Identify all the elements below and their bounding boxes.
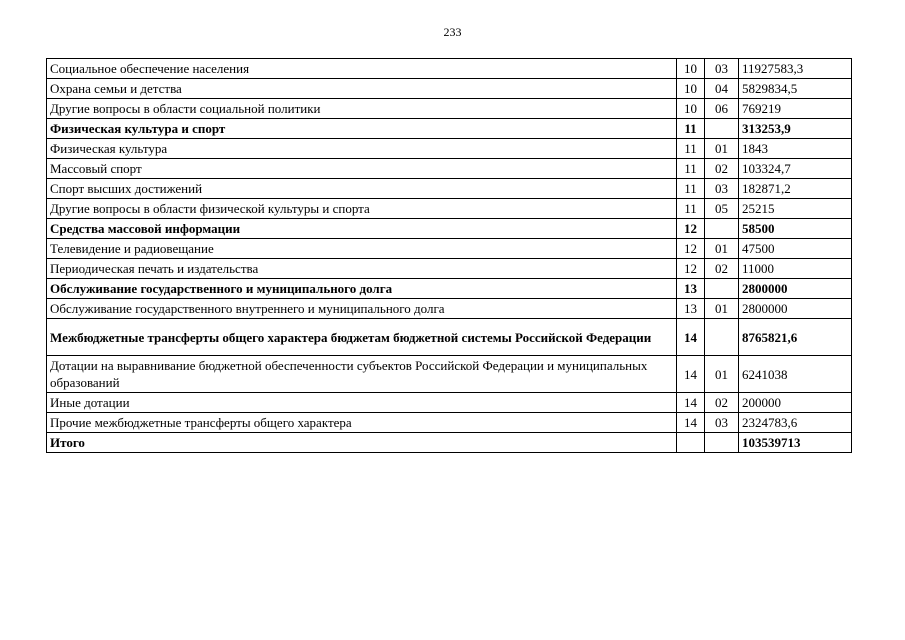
row-subsection: [705, 433, 739, 453]
row-subsection: 01: [705, 139, 739, 159]
row-section: 14: [677, 356, 705, 393]
table-row-total: [47, 433, 852, 453]
row-section: [677, 433, 705, 453]
row-subsection: 06: [705, 99, 739, 119]
row-name: Телевидение и радиовещание: [47, 239, 677, 259]
row-section: 11: [677, 179, 705, 199]
table-row: [47, 79, 852, 99]
row-subsection: 05: [705, 199, 739, 219]
row-amount: 103324,7: [739, 159, 852, 179]
row-subsection: 01: [705, 239, 739, 259]
row-section: 10: [677, 99, 705, 119]
table-row: [47, 99, 852, 119]
row-section: 11: [677, 159, 705, 179]
row-section: 14: [677, 393, 705, 413]
row-section: 11: [677, 139, 705, 159]
table-row: [47, 393, 852, 413]
row-subsection: 03: [705, 413, 739, 433]
table-row: [47, 356, 852, 393]
row-amount: 5829834,5: [739, 79, 852, 99]
row-name: Прочие межбюджетные трансферты общего характера: [47, 413, 677, 433]
table-row: [47, 199, 852, 219]
row-name: Массовый спорт: [47, 159, 677, 179]
row-amount: 25215: [739, 199, 852, 219]
row-subsection: 03: [705, 59, 739, 79]
row-section: 14: [677, 413, 705, 433]
row-subsection: 01: [705, 356, 739, 393]
table-row-section-header: [47, 319, 852, 356]
row-name: Периодическая печать и издательства: [47, 259, 677, 279]
row-amount: 11000: [739, 259, 852, 279]
row-section: 10: [677, 59, 705, 79]
row-amount: 58500: [739, 219, 852, 239]
row-subsection: 03: [705, 179, 739, 199]
table-row-section-header: [47, 279, 852, 299]
row-section: 11: [677, 119, 705, 139]
row-name: Другие вопросы в области физической культуры и спорта: [47, 199, 677, 219]
table-row-section-header: [47, 119, 852, 139]
budget-table-body: [47, 59, 852, 453]
row-amount: 8765821,6: [739, 319, 852, 356]
row-amount: 200000: [739, 393, 852, 413]
row-section: 11: [677, 199, 705, 219]
budget-table: [46, 58, 852, 453]
row-name: Спорт высших достижений: [47, 179, 677, 199]
row-name: Итого: [47, 433, 677, 453]
table-row: [47, 413, 852, 433]
row-amount: 182871,2: [739, 179, 852, 199]
row-amount: 2800000: [739, 299, 852, 319]
row-amount: 2800000: [739, 279, 852, 299]
table-row: [47, 59, 852, 79]
row-section: 12: [677, 239, 705, 259]
row-section: 13: [677, 299, 705, 319]
row-amount: 11927583,3: [739, 59, 852, 79]
row-section: 12: [677, 219, 705, 239]
table-row: [47, 259, 852, 279]
table-row: [47, 179, 852, 199]
row-section: 10: [677, 79, 705, 99]
row-amount: 6241038: [739, 356, 852, 393]
row-subsection: [705, 219, 739, 239]
row-name: Иные дотации: [47, 393, 677, 413]
row-section: 14: [677, 319, 705, 356]
row-subsection: [705, 279, 739, 299]
row-name: Обслуживание государственного внутреннего и муниципального долга: [47, 299, 677, 319]
row-name: Охрана семьи и детства: [47, 79, 677, 99]
table-row: [47, 159, 852, 179]
row-subsection: [705, 319, 739, 356]
row-amount: 769219: [739, 99, 852, 119]
table-row: [47, 299, 852, 319]
row-name: Дотации на выравнивание бюджетной обеспеченности субъектов Российской Федерации и муниципальных образований: [47, 356, 677, 393]
row-subsection: 02: [705, 393, 739, 413]
row-subsection: 02: [705, 159, 739, 179]
row-subsection: 02: [705, 259, 739, 279]
row-name: Физическая культура: [47, 139, 677, 159]
table-row: [47, 239, 852, 259]
table-row: [47, 139, 852, 159]
row-name: Социальное обеспечение населения: [47, 59, 677, 79]
row-section: 12: [677, 259, 705, 279]
row-amount: 2324783,6: [739, 413, 852, 433]
row-section: 13: [677, 279, 705, 299]
page-number: 233: [443, 25, 462, 39]
row-name: Другие вопросы в области социальной политики: [47, 99, 677, 119]
row-amount: 47500: [739, 239, 852, 259]
row-name: Средства массовой информации: [47, 219, 677, 239]
row-subsection: [705, 119, 739, 139]
row-subsection: 01: [705, 299, 739, 319]
row-subsection: 04: [705, 79, 739, 99]
row-amount: 103539713: [739, 433, 852, 453]
row-name: Межбюджетные трансферты общего характера бюджетам бюджетной системы Российской Федерации: [47, 319, 677, 356]
row-amount: 1843: [739, 139, 852, 159]
row-name: Физическая культура и спорт: [47, 119, 677, 139]
row-name: Обслуживание государственного и муниципального долга: [47, 279, 677, 299]
table-row-section-header: [47, 219, 852, 239]
row-amount: 313253,9: [739, 119, 852, 139]
